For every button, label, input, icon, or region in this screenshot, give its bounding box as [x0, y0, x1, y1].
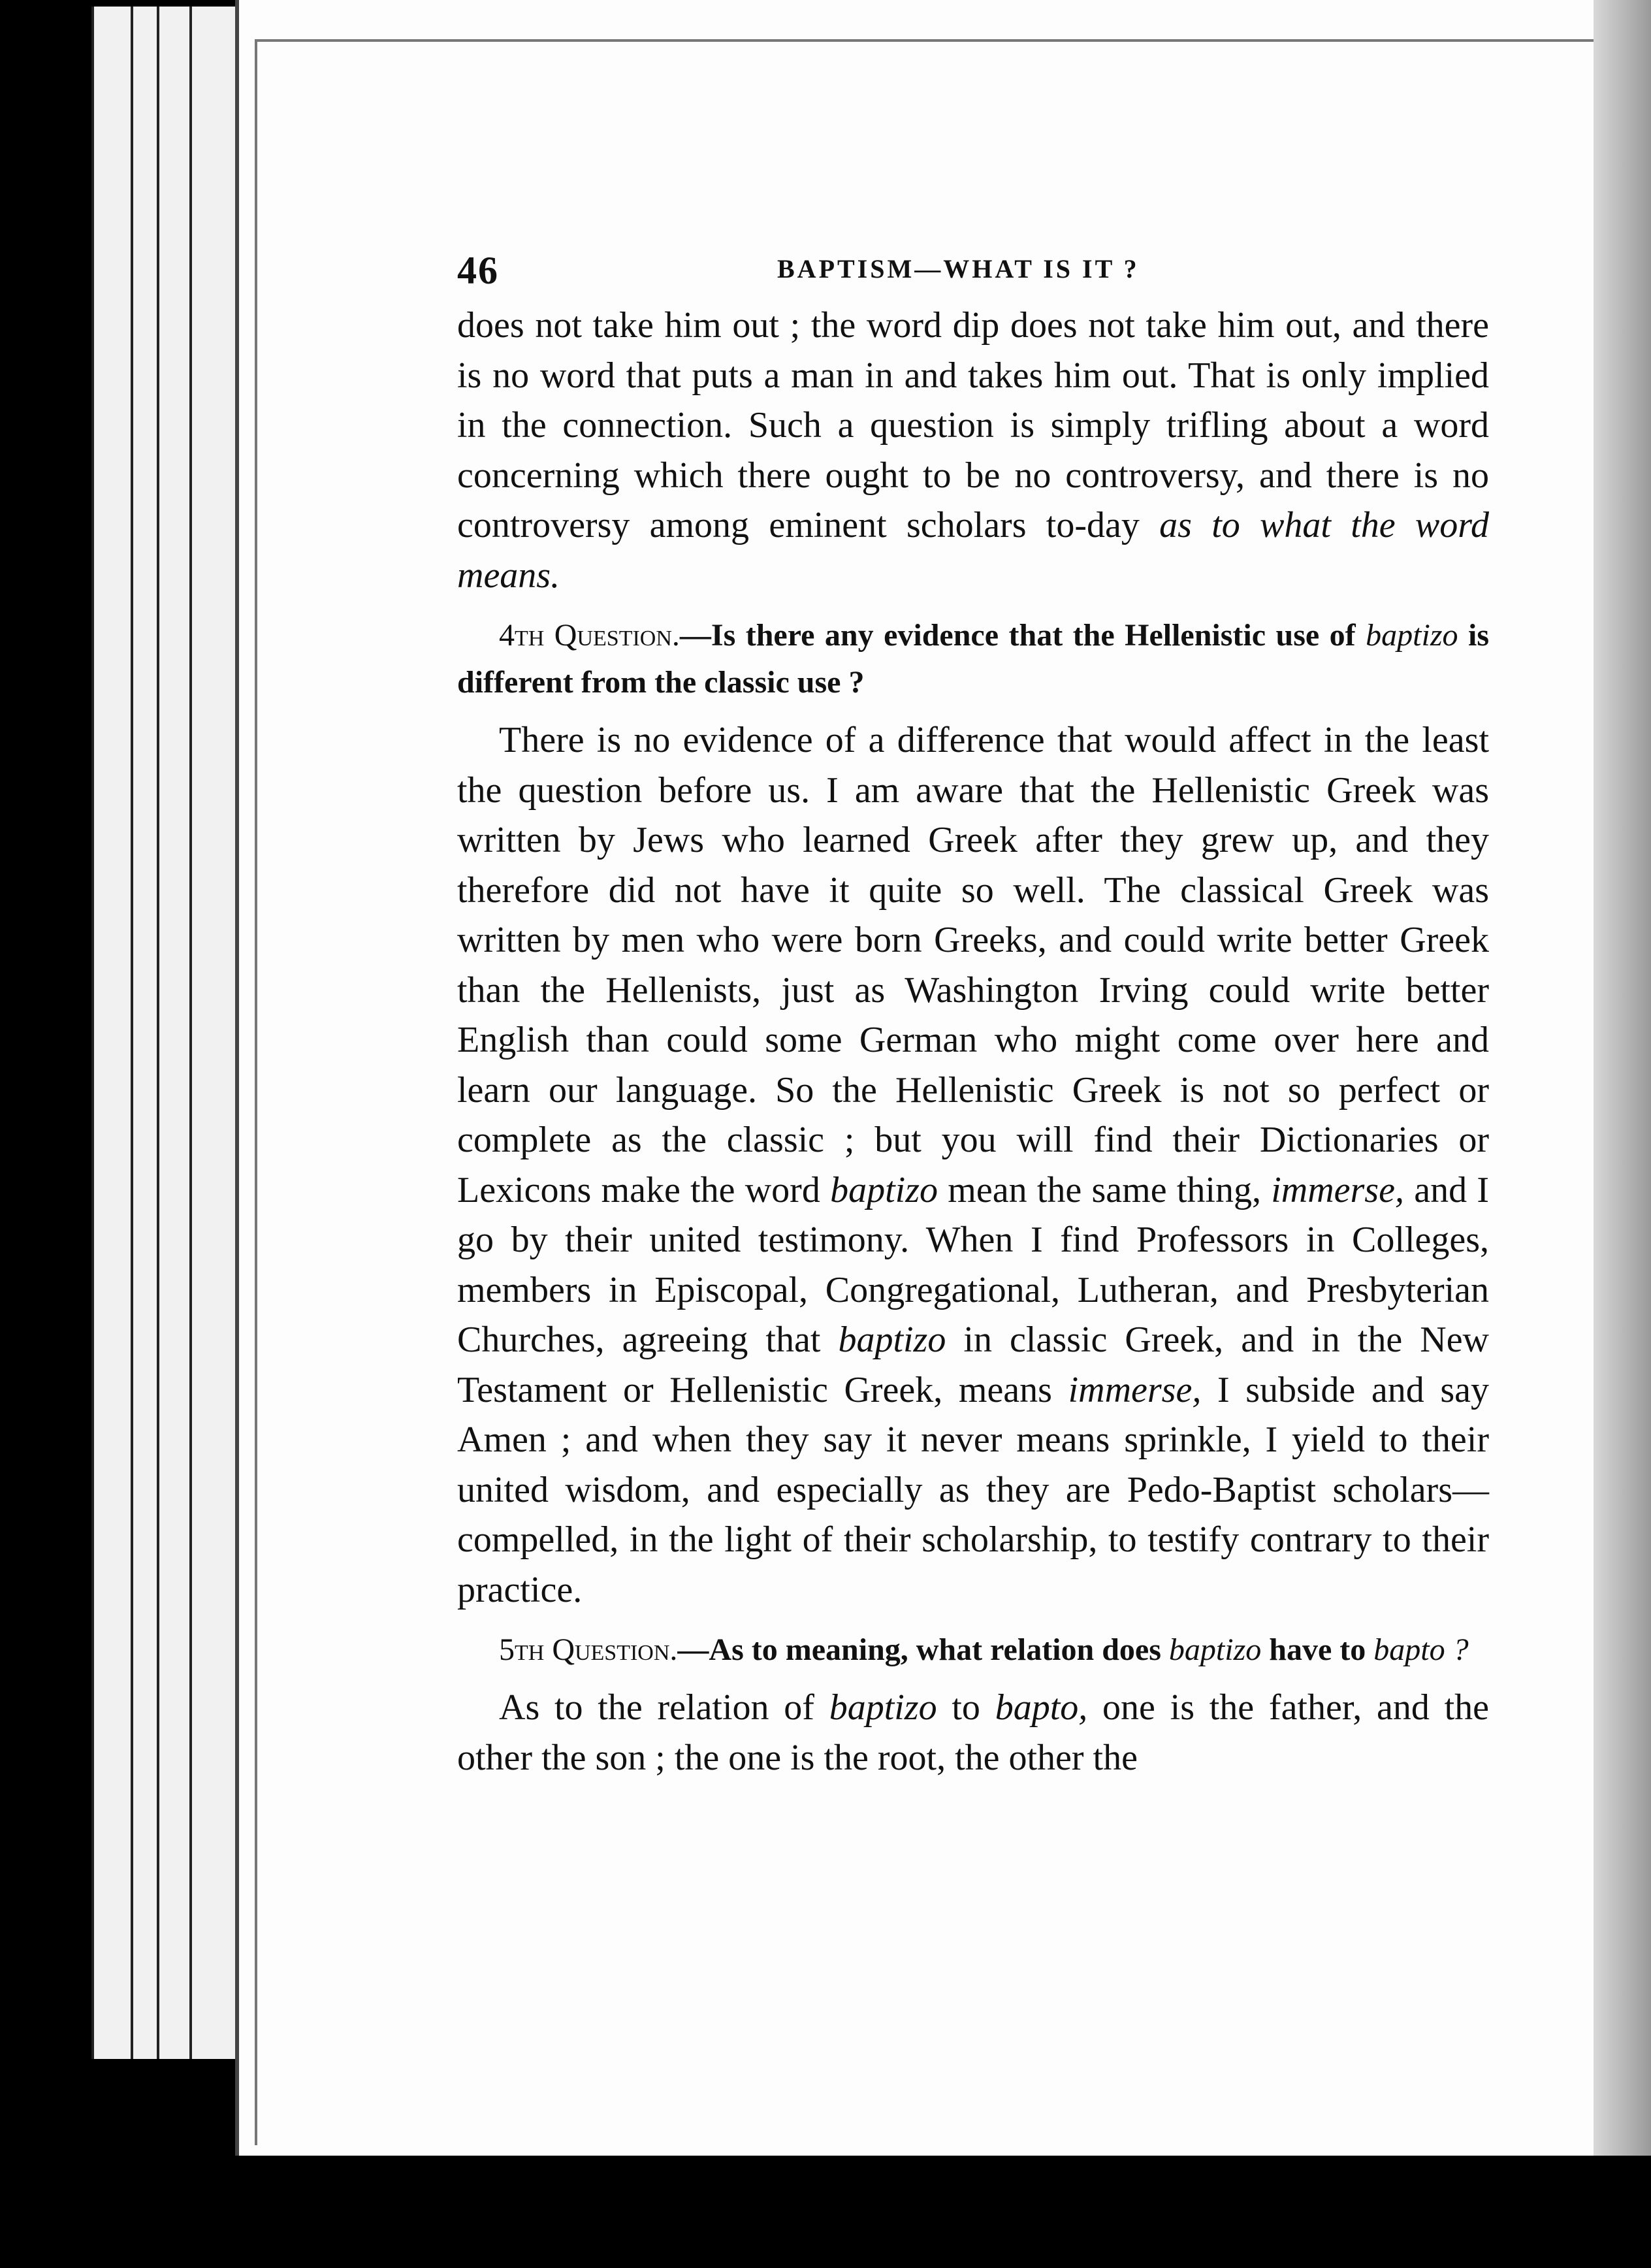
page-shadow: [1594, 0, 1651, 2156]
paragraph-text: does not take him out ; the word dip does not take him out, and there is no word that puts a man in and takes him out. That is only implied in the connection. Such a question is simply trifling about a word concerning which there ought to be no controversy, and there is no controversy among eminent scholars to-day: [457, 305, 1489, 545]
paragraph-text: one is the father, and the other the son ; the one is the root, the other the: [457, 1687, 1490, 1778]
italic-term: baptizo: [1366, 618, 1458, 653]
italic-term: baptizo: [830, 1169, 938, 1210]
question-label: 4th Question.: [499, 618, 680, 653]
italic-term: baptizo: [1168, 1632, 1262, 1667]
page-content: [457, 235, 1489, 1783]
italic-term: baptizo: [829, 1687, 937, 1728]
paragraph-text: mean the same thing,: [948, 1169, 1261, 1210]
paragraph-text: As to the relation of: [499, 1687, 814, 1728]
paragraph: [457, 1683, 1489, 1783]
paragraph-text: I subside and say Amen ; and when they say it never means sprinkle, I yield to their united wisdom, and especially as they are Pedo-Baptist scholars—compelled, in the light of their scholarship, to testify contrary to their practice.: [457, 1369, 1490, 1610]
question-text: —As to meaning, what relation does: [677, 1632, 1161, 1667]
question-label: 5th Question.: [499, 1632, 678, 1667]
question-text: —Is there any evidence that the Hellenistic use of: [679, 618, 1356, 653]
italic-phrase: as to what the word means.: [457, 505, 1490, 596]
paragraph: [457, 300, 1489, 600]
question-4: [457, 612, 1489, 706]
scan-bottom-margin: [0, 2156, 1651, 2268]
italic-term: bapto ?: [1373, 1632, 1469, 1667]
question-text: have to: [1269, 1632, 1366, 1667]
running-title: BAPTISM—WHAT IS IT ?: [777, 254, 1140, 284]
page-number: 46: [457, 249, 499, 292]
italic-term: immerse,: [1271, 1169, 1404, 1210]
question-5: [457, 1627, 1489, 1674]
paragraph-text: and I go by their united testimony. When I find Professors in Colleges, members in Episcopal, Congregational, Lutheran, and Presbyterian Churches, agreeing that: [457, 1169, 1490, 1360]
paragraph-text: in classic Greek, and in the New Testament or Hellenistic Greek, means: [457, 1320, 1489, 1410]
paragraph-text: to: [952, 1687, 980, 1728]
italic-term: bapto,: [995, 1687, 1088, 1728]
question-text: is different from the classic use ?: [457, 618, 1490, 700]
running-head: [457, 235, 1489, 294]
paragraph: [457, 715, 1489, 1615]
italic-term: immerse,: [1068, 1369, 1202, 1410]
italic-term: baptizo: [838, 1320, 946, 1360]
paragraph-text: There is no evidence of a difference that would affect in the least the question before us. I am aware that the Hellenistic Greek was written by Jews who learned Greek after they grew up, and they therefore did not have it quite so well. The classical Greek was written by men who were born Greeks, and could write better Greek than the Hellenists, just as Washington Irving could write better English than could some German who might come over here and learn our language. So the Hellenistic Greek is not so perfect or complete as the classic ; but you will find their Dictionaries or Lexicons make the word: [457, 720, 1489, 1210]
